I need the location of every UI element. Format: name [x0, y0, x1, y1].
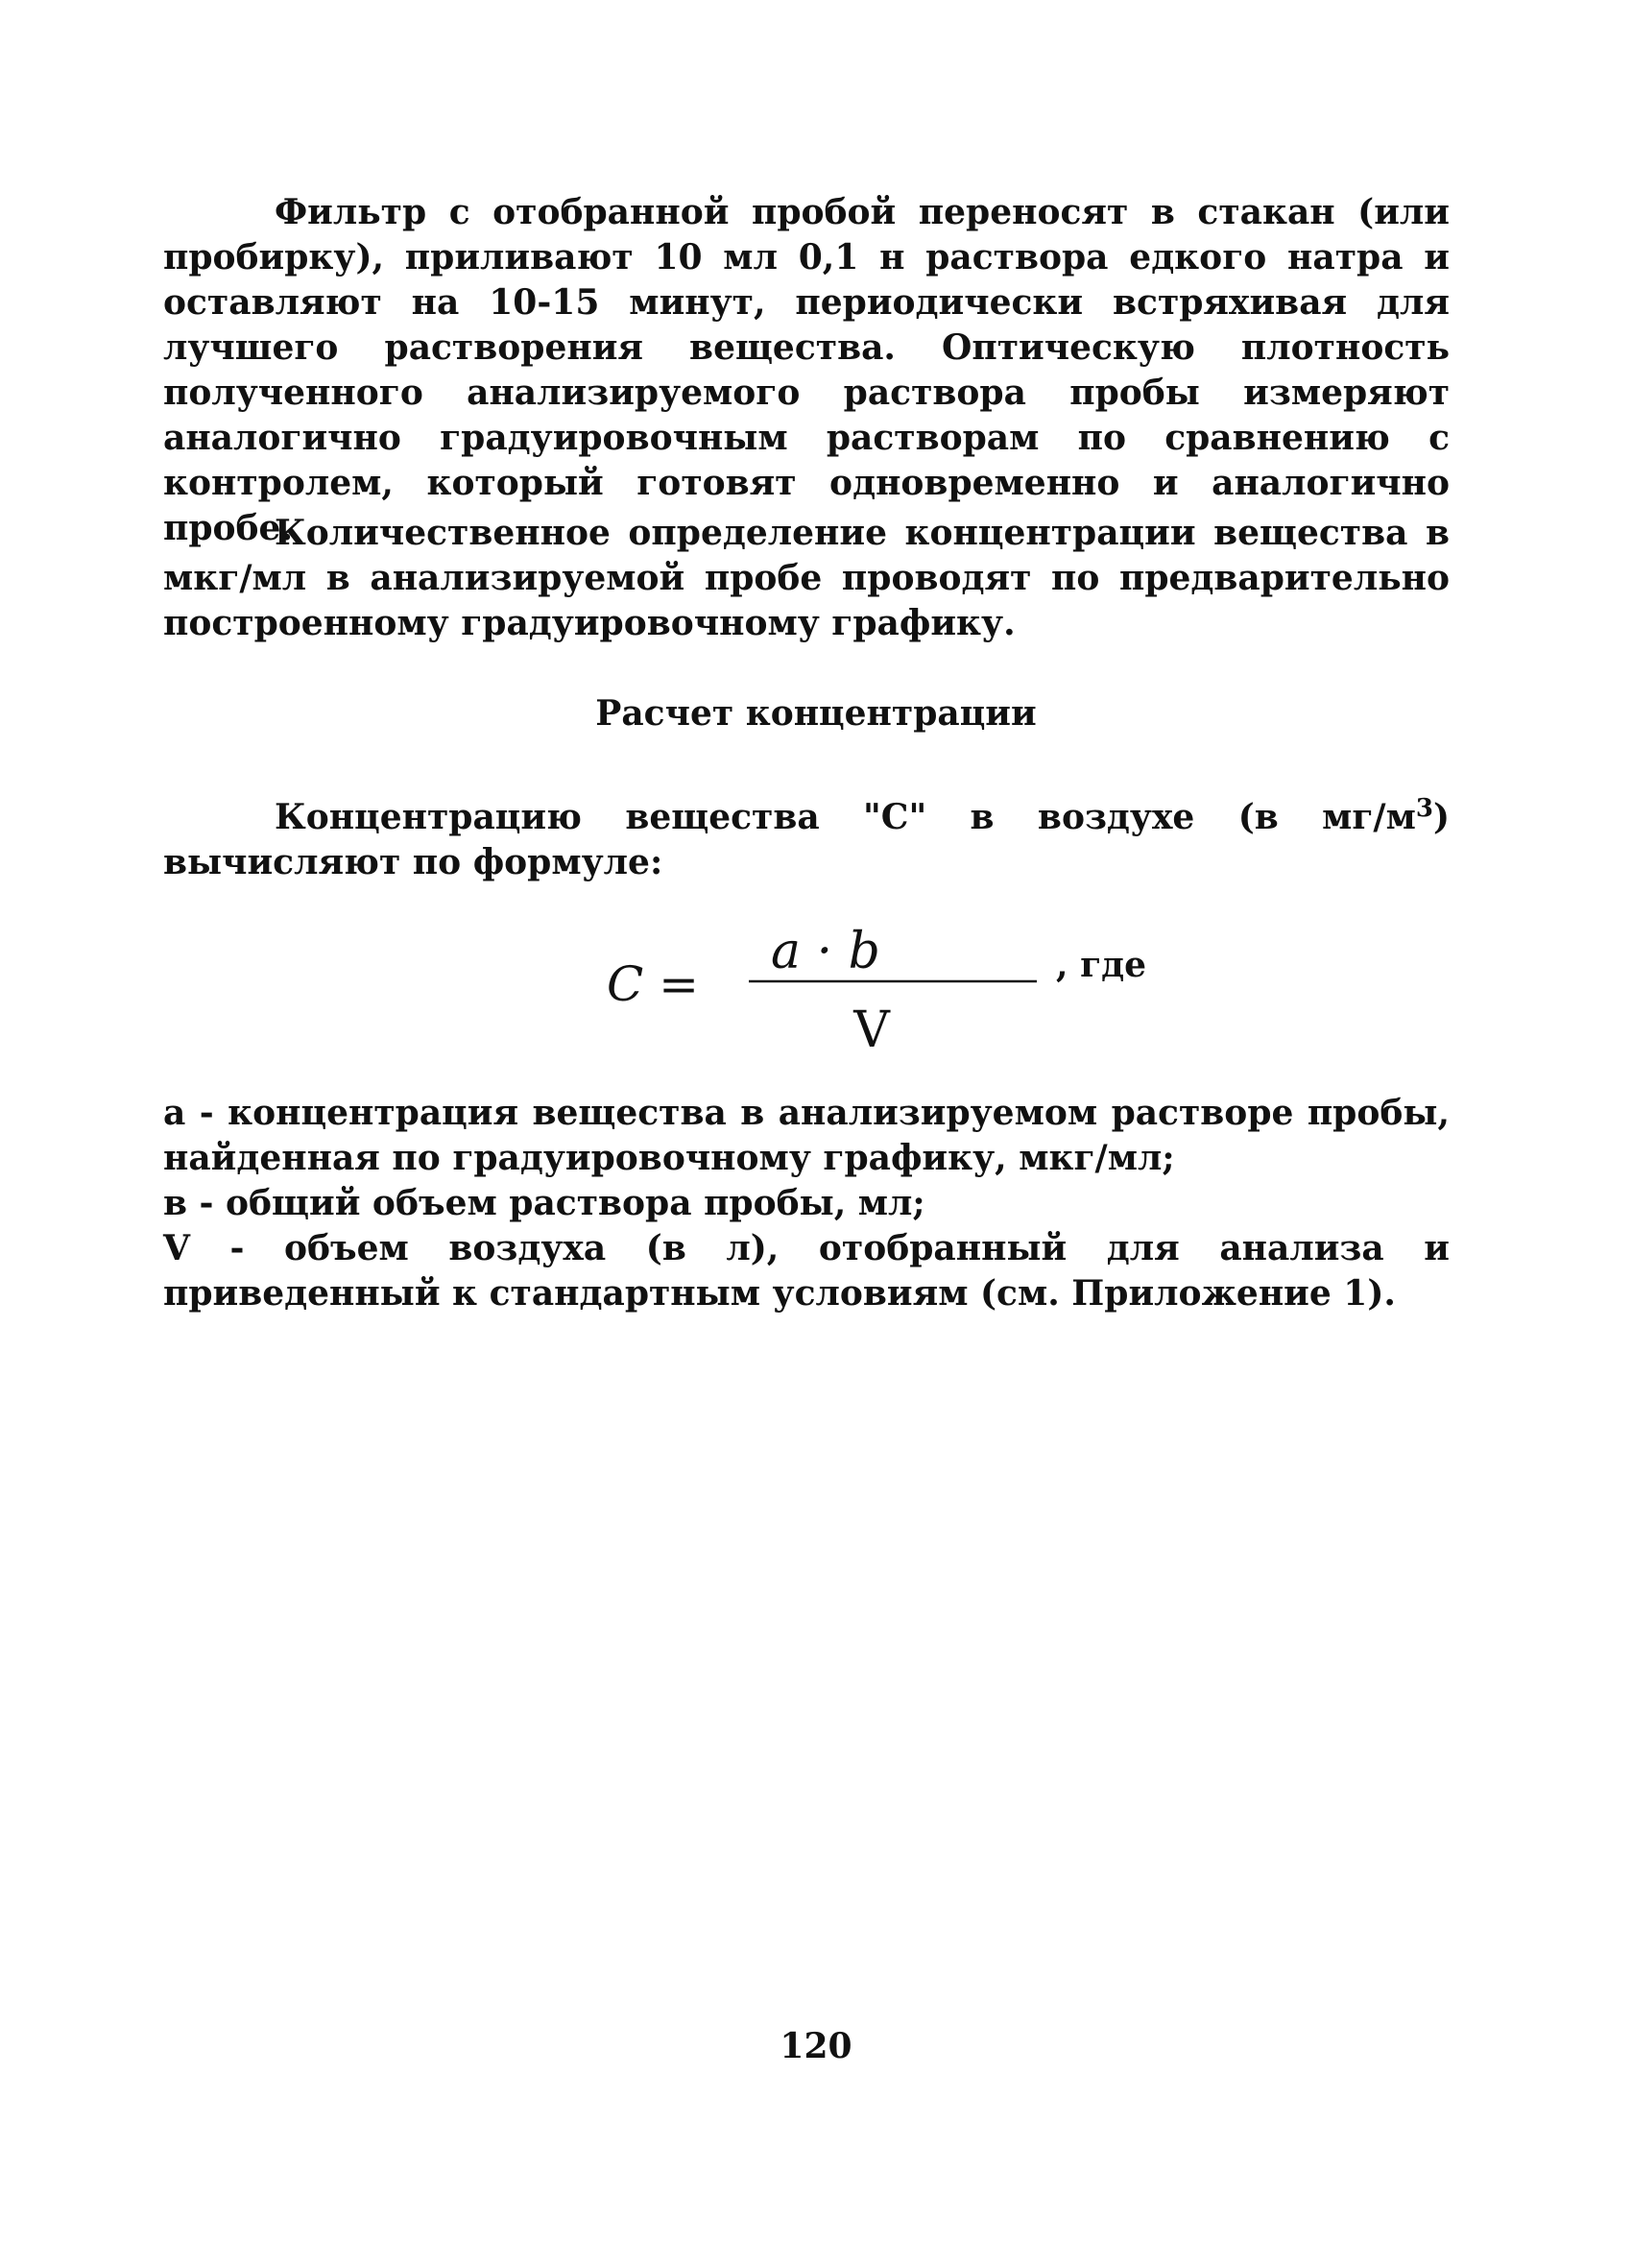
formula-numerator: a · b	[771, 923, 880, 980]
section-title: Расчет концентрации	[595, 693, 1037, 734]
paragraph-formula-intro	[163, 795, 1450, 885]
paragraph-filter-procedure: Фильтр с отобранной пробой переносят в стакан (или пробирку), приливают 10 мл 0,1 н раствора едкого натра и оставляют на 10-15 минут, периодически встряхивая для лучшего растворения вещества. Оптическую плотность полученного анализируемого раствора пробы измеряют аналогично градуировочным растворам по сравнению с контролем, который готовят одновременно и аналогично пробе.	[163, 192, 1450, 548]
unit-exponent: 3	[1415, 794, 1433, 823]
formula-denominator: V	[853, 1001, 890, 1059]
variable-definitions	[163, 1091, 1450, 1316]
paragraph-quantitative-determination: Количественное определение концентрации вещества в мкг/мл в анализируемой пробе проводят по предварительно построенному градуировочному графику.	[163, 513, 1450, 643]
intro-text-before: Концентрацию вещества "С" в воздухе (в мг/м	[275, 797, 1416, 837]
concentration-formula	[576, 883, 1248, 1075]
definition-a: а - концентрация вещества в анализируемом растворе пробы, найденная по градуировочному графику, мкг/мл;	[163, 1093, 1450, 1178]
formula-graphic	[576, 883, 1037, 1075]
formula-where-label: , где	[1056, 945, 1147, 985]
definition-v: V - объем воздуха (в л), отобранный для анализа и приведенный к стандартным условиям (см. Приложение 1).	[163, 1228, 1450, 1314]
intro-text-after: ) вычисляют по формуле:	[163, 797, 1450, 882]
formula-lhs: C =	[607, 956, 700, 1012]
definition-b: в - общий объем раствора пробы, мл;	[163, 1183, 925, 1223]
page-number: 120	[780, 2026, 852, 2066]
